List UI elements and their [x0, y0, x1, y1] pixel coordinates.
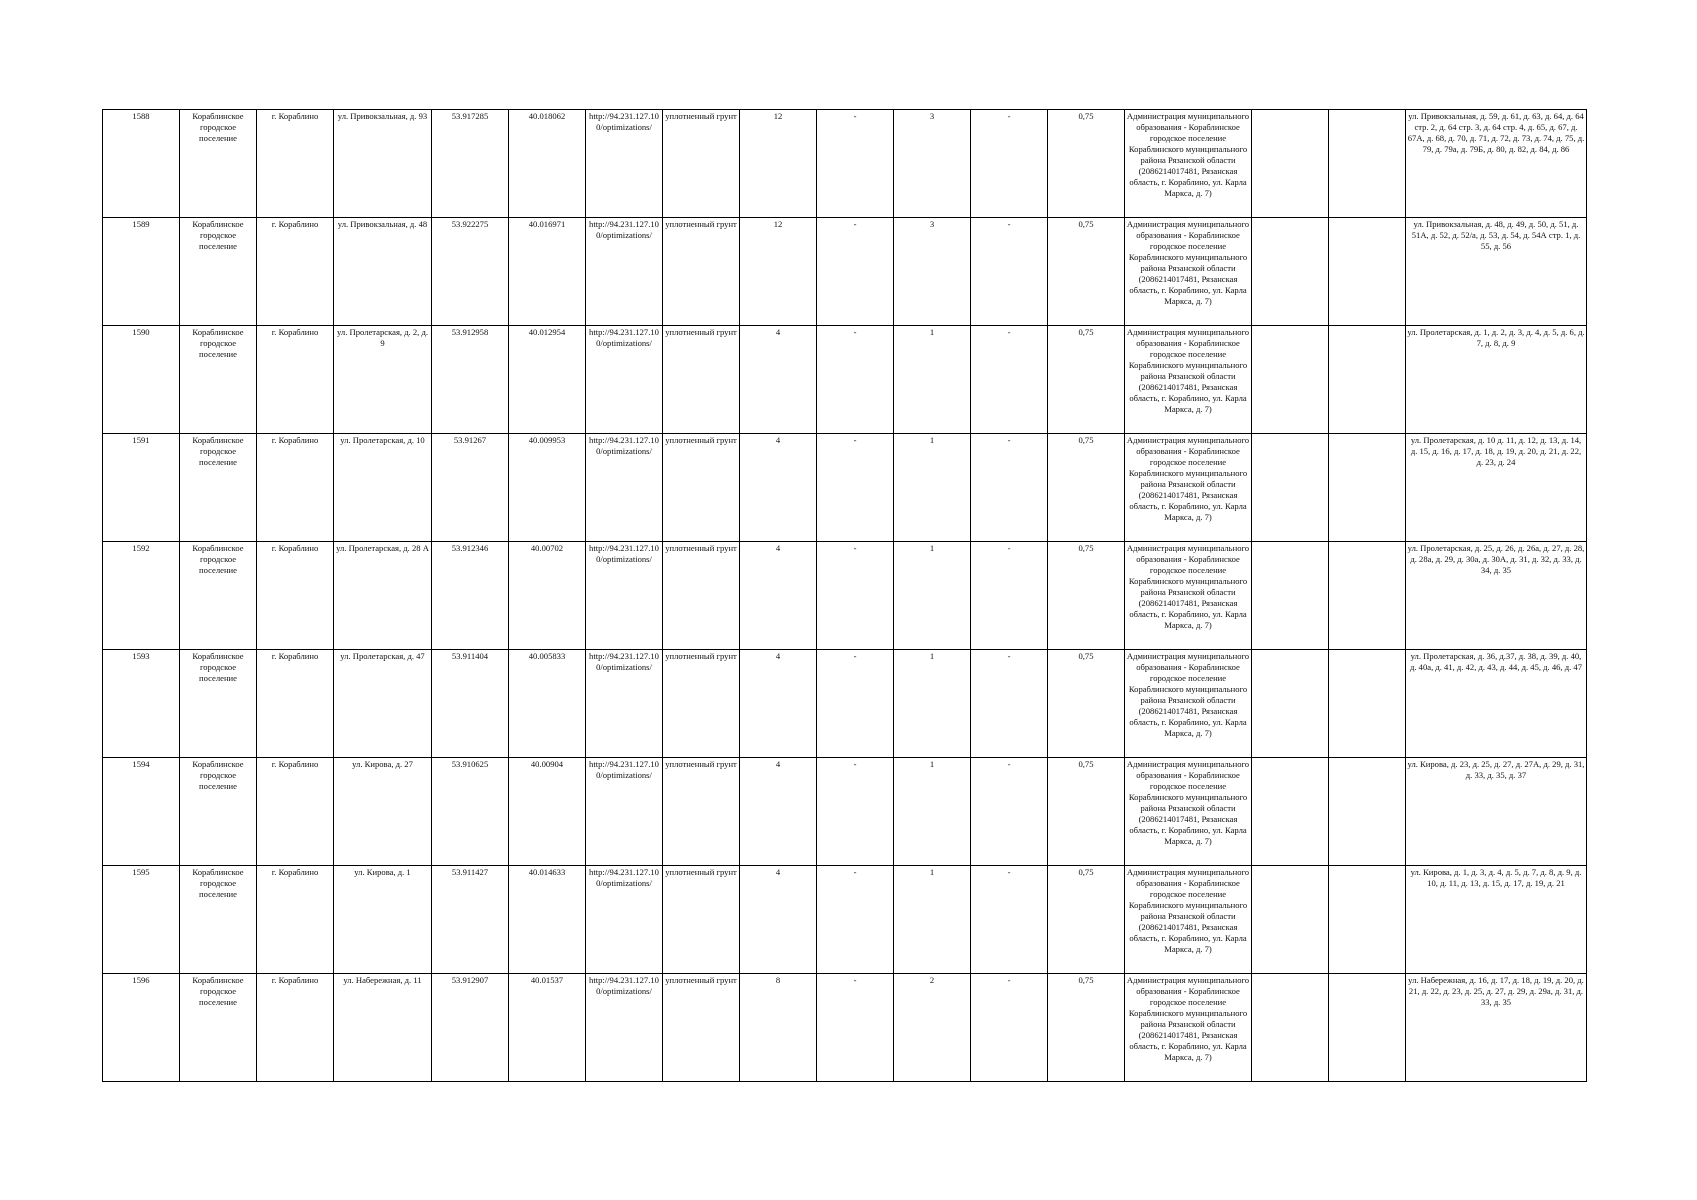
address-cell: ул. Пролетарская, д. 2, д. 9 — [334, 326, 432, 434]
surface-type-cell: уплотненный грунт — [663, 110, 740, 218]
map-link-cell: http://94.231.127.10 0/optimizations/ — [586, 434, 663, 542]
address-cell: ул. Пролетарская, д. 28 А — [334, 542, 432, 650]
registry-table — [102, 109, 1587, 1082]
empty-cell — [1329, 866, 1406, 974]
empty-cell — [1329, 218, 1406, 326]
empty-cell — [1252, 434, 1329, 542]
area-cell: 4 — [740, 434, 817, 542]
surface-type-cell: уплотненный грунт — [663, 974, 740, 1082]
city-cell: г. Кораблино — [257, 434, 334, 542]
container-volume-cell: 0,75 — [1048, 866, 1125, 974]
container-count-cell: 1 — [894, 758, 971, 866]
latitude-cell: 53.91267 — [432, 434, 509, 542]
container-volume-cell: 0,75 — [1048, 434, 1125, 542]
empty-cell — [1329, 326, 1406, 434]
planned-container-count-cell: - — [971, 650, 1048, 758]
container-count-cell: 1 — [894, 866, 971, 974]
address-cell: ул. Пролетарская, д. 47 — [334, 650, 432, 758]
owner-cell: Администрация муниципального образования - Кораблинское городское поселение Кораблинского муниципального района Рязанской области (2086214017481, Рязанская область, г. Кораблино, ул. Карла Маркса, д. 7) — [1125, 110, 1252, 218]
owner-cell: Администрация муниципального образования - Кораблинское городское поселение Кораблинского муниципального района Рязанской области (2086214017481, Рязанская область, г. Кораблино, ул. Карла Маркса, д. 7) — [1125, 218, 1252, 326]
container-count-cell: 1 — [894, 650, 971, 758]
area-cell: 4 — [740, 650, 817, 758]
area-cell: 4 — [740, 326, 817, 434]
row-number-cell: 1593 — [103, 650, 180, 758]
container-volume-cell: 0,75 — [1048, 110, 1125, 218]
longitude-cell: 40.00702 — [509, 542, 586, 650]
settlement-cell: Кораблинское городское поселение — [180, 110, 257, 218]
waste-sources-cell: ул. Пролетарская, д. 10 д. 11, д. 12, д. 13, д. 14, д. 15, д. 16, д. 17, д. 18, д. 19, д. 20, д. 21, д. 22, д. 23, д. 24 — [1406, 434, 1587, 542]
planned-area-cell: - — [817, 326, 894, 434]
empty-cell — [1329, 542, 1406, 650]
map-link-cell: http://94.231.127.10 0/optimizations/ — [586, 650, 663, 758]
area-cell: 4 — [740, 866, 817, 974]
city-cell: г. Кораблино — [257, 650, 334, 758]
surface-type-cell: уплотненный грунт — [663, 434, 740, 542]
latitude-cell: 53.911404 — [432, 650, 509, 758]
container-count-cell: 1 — [894, 434, 971, 542]
latitude-cell: 53.912958 — [432, 326, 509, 434]
row-number-cell: 1590 — [103, 326, 180, 434]
city-cell: г. Кораблино — [257, 110, 334, 218]
planned-container-count-cell: - — [971, 218, 1048, 326]
longitude-cell: 40.009953 — [509, 434, 586, 542]
latitude-cell: 53.917285 — [432, 110, 509, 218]
waste-sources-cell: ул. Пролетарская, д. 25, д. 26, д. 26а, д. 27, д. 28, д. 28а, д. 29, д. 30а, д. 30А, д. 31, д. 32, д. 33, д. 34, д. 35 — [1406, 542, 1587, 650]
table-row — [103, 110, 1587, 218]
planned-area-cell: - — [817, 110, 894, 218]
row-number-cell: 1589 — [103, 218, 180, 326]
table-row — [103, 974, 1587, 1082]
latitude-cell: 53.911427 — [432, 866, 509, 974]
container-count-cell: 3 — [894, 218, 971, 326]
empty-cell — [1252, 218, 1329, 326]
empty-cell — [1252, 542, 1329, 650]
map-link-cell: http://94.231.127.10 0/optimizations/ — [586, 542, 663, 650]
empty-cell — [1252, 866, 1329, 974]
settlement-cell: Кораблинское городское поселение — [180, 758, 257, 866]
longitude-cell: 40.00904 — [509, 758, 586, 866]
map-link-cell: http://94.231.127.10 0/optimizations/ — [586, 218, 663, 326]
waste-sources-cell: ул. Пролетарская, д. 36, д.37, д. 38, д. 39, д. 40, д. 40а, д. 41, д. 42, д. 43, д. 44, д. 45, д. 46, д. 47 — [1406, 650, 1587, 758]
waste-sources-cell: ул. Набережная, д. 16, д. 17, д. 18, д. 19, д. 20, д. 21, д. 22, д. 23, д. 25, д. 27, д. 29, д. 29а, д. 31, д. 33, д. 35 — [1406, 974, 1587, 1082]
waste-sources-cell: ул. Кирова, д. 1, д. 3, д. 4, д. 5, д. 7, д. 8, д. 9, д. 10, д. 11, д. 13, д. 15, д. 17, д. 19, д. 21 — [1406, 866, 1587, 974]
owner-cell: Администрация муниципального образования - Кораблинское городское поселение Кораблинского муниципального района Рязанской области (2086214017481, Рязанская область, г. Кораблино, ул. Карла Маркса, д. 7) — [1125, 758, 1252, 866]
longitude-cell: 40.016971 — [509, 218, 586, 326]
latitude-cell: 53.922275 — [432, 218, 509, 326]
settlement-cell: Кораблинское городское поселение — [180, 326, 257, 434]
city-cell: г. Кораблино — [257, 974, 334, 1082]
planned-container-count-cell: - — [971, 326, 1048, 434]
empty-cell — [1252, 758, 1329, 866]
empty-cell — [1329, 650, 1406, 758]
container-volume-cell: 0,75 — [1048, 542, 1125, 650]
container-count-cell: 1 — [894, 326, 971, 434]
surface-type-cell: уплотненный грунт — [663, 866, 740, 974]
city-cell: г. Кораблино — [257, 758, 334, 866]
table-row — [103, 758, 1587, 866]
row-number-cell: 1592 — [103, 542, 180, 650]
owner-cell: Администрация муниципального образования - Кораблинское городское поселение Кораблинского муниципального района Рязанской области (2086214017481, Рязанская область, г. Кораблино, ул. Карла Маркса, д. 7) — [1125, 434, 1252, 542]
empty-cell — [1329, 110, 1406, 218]
owner-cell: Администрация муниципального образования - Кораблинское городское поселение Кораблинского муниципального района Рязанской области (2086214017481, Рязанская область, г. Кораблино, ул. Карла Маркса, д. 7) — [1125, 974, 1252, 1082]
map-link-cell: http://94.231.127.10 0/optimizations/ — [586, 758, 663, 866]
city-cell: г. Кораблино — [257, 326, 334, 434]
planned-area-cell: - — [817, 866, 894, 974]
waste-sources-cell: ул. Пролетарская, д. 1, д. 2, д. 3, д. 4, д. 5, д. 6, д. 7, д. 8, д. 9 — [1406, 326, 1587, 434]
table-row — [103, 650, 1587, 758]
settlement-cell: Кораблинское городское поселение — [180, 434, 257, 542]
owner-cell: Администрация муниципального образования - Кораблинское городское поселение Кораблинского муниципального района Рязанской области (2086214017481, Рязанская область, г. Кораблино, ул. Карла Маркса, д. 7) — [1125, 650, 1252, 758]
area-cell: 4 — [740, 542, 817, 650]
longitude-cell: 40.014633 — [509, 866, 586, 974]
address-cell: ул. Привокзальная, д. 93 — [334, 110, 432, 218]
row-number-cell: 1594 — [103, 758, 180, 866]
planned-area-cell: - — [817, 218, 894, 326]
city-cell: г. Кораблино — [257, 866, 334, 974]
longitude-cell: 40.01537 — [509, 974, 586, 1082]
planned-container-count-cell: - — [971, 110, 1048, 218]
planned-container-count-cell: - — [971, 866, 1048, 974]
latitude-cell: 53.912346 — [432, 542, 509, 650]
planned-area-cell: - — [817, 542, 894, 650]
address-cell: ул. Кирова, д. 27 — [334, 758, 432, 866]
planned-container-count-cell: - — [971, 758, 1048, 866]
owner-cell: Администрация муниципального образования - Кораблинское городское поселение Кораблинского муниципального района Рязанской области (2086214017481, Рязанская область, г. Кораблино, ул. Карла Маркса, д. 7) — [1125, 542, 1252, 650]
owner-cell: Администрация муниципального образования - Кораблинское городское поселение Кораблинского муниципального района Рязанской области (2086214017481, Рязанская область, г. Кораблино, ул. Карла Маркса, д. 7) — [1125, 326, 1252, 434]
container-volume-cell: 0,75 — [1048, 326, 1125, 434]
table-row — [103, 866, 1587, 974]
table-row — [103, 542, 1587, 650]
map-link-cell: http://94.231.127.10 0/optimizations/ — [586, 326, 663, 434]
container-count-cell: 1 — [894, 542, 971, 650]
longitude-cell: 40.012954 — [509, 326, 586, 434]
container-volume-cell: 0,75 — [1048, 974, 1125, 1082]
area-cell: 8 — [740, 974, 817, 1082]
map-link-cell: http://94.231.127.10 0/optimizations/ — [586, 974, 663, 1082]
settlement-cell: Кораблинское городское поселение — [180, 542, 257, 650]
longitude-cell: 40.005833 — [509, 650, 586, 758]
container-count-cell: 3 — [894, 110, 971, 218]
row-number-cell: 1588 — [103, 110, 180, 218]
address-cell: ул. Пролетарская, д. 10 — [334, 434, 432, 542]
settlement-cell: Кораблинское городское поселение — [180, 974, 257, 1082]
empty-cell — [1329, 434, 1406, 542]
map-link-cell: http://94.231.127.10 0/optimizations/ — [586, 110, 663, 218]
table-row — [103, 434, 1587, 542]
empty-cell — [1252, 974, 1329, 1082]
settlement-cell: Кораблинское городское поселение — [180, 866, 257, 974]
city-cell: г. Кораблино — [257, 218, 334, 326]
waste-sources-cell: ул. Привокзальная, д. 59, д. 61, д. 63, д. 64, д. 64 стр. 2, д. 64 стр. 3, д. 64 стр. 4, д. 65, д. 67, д. 67А, д. 68, д. 70, д. 71, д. 72, д. 73, д. 74, д. 75, д. 79, д. 79а, д. 79Б, д. 80, д. 82, д. 84, д. 86 — [1406, 110, 1587, 218]
empty-cell — [1252, 326, 1329, 434]
address-cell: ул. Набережная, д. 11 — [334, 974, 432, 1082]
waste-sources-cell: ул. Привокзальная, д. 48, д. 49, д. 50, д. 51, д. 51А, д. 52, д. 52/а, д. 53, д. 54, д. 54А стр. 1, д. 55, д. 56 — [1406, 218, 1587, 326]
empty-cell — [1329, 758, 1406, 866]
planned-area-cell: - — [817, 434, 894, 542]
surface-type-cell: уплотненный грунт — [663, 218, 740, 326]
planned-container-count-cell: - — [971, 974, 1048, 1082]
row-number-cell: 1595 — [103, 866, 180, 974]
city-cell: г. Кораблино — [257, 542, 334, 650]
latitude-cell: 53.912907 — [432, 974, 509, 1082]
table-body — [103, 110, 1587, 1082]
table-row — [103, 218, 1587, 326]
surface-type-cell: уплотненный грунт — [663, 758, 740, 866]
address-cell: ул. Кирова, д. 1 — [334, 866, 432, 974]
waste-sources-cell: ул. Кирова, д. 23, д. 25, д. 27, д. 27А, д. 29, д. 31, д. 33, д. 35, д. 37 — [1406, 758, 1587, 866]
owner-cell: Администрация муниципального образования - Кораблинское городское поселение Кораблинского муниципального района Рязанской области (2086214017481, Рязанская область, г. Кораблино, ул. Карла Маркса, д. 7) — [1125, 866, 1252, 974]
planned-area-cell: - — [817, 758, 894, 866]
empty-cell — [1329, 974, 1406, 1082]
planned-container-count-cell: - — [971, 542, 1048, 650]
surface-type-cell: уплотненный грунт — [663, 326, 740, 434]
surface-type-cell: уплотненный грунт — [663, 650, 740, 758]
area-cell: 12 — [740, 218, 817, 326]
latitude-cell: 53.910625 — [432, 758, 509, 866]
container-volume-cell: 0,75 — [1048, 218, 1125, 326]
table-row — [103, 326, 1587, 434]
planned-area-cell: - — [817, 650, 894, 758]
row-number-cell: 1591 — [103, 434, 180, 542]
settlement-cell: Кораблинское городское поселение — [180, 218, 257, 326]
planned-area-cell: - — [817, 974, 894, 1082]
settlement-cell: Кораблинское городское поселение — [180, 650, 257, 758]
container-volume-cell: 0,75 — [1048, 758, 1125, 866]
planned-container-count-cell: - — [971, 434, 1048, 542]
area-cell: 4 — [740, 758, 817, 866]
container-count-cell: 2 — [894, 974, 971, 1082]
empty-cell — [1252, 650, 1329, 758]
area-cell: 12 — [740, 110, 817, 218]
row-number-cell: 1596 — [103, 974, 180, 1082]
address-cell: ул. Привокзальная, д. 48 — [334, 218, 432, 326]
map-link-cell: http://94.231.127.10 0/optimizations/ — [586, 866, 663, 974]
longitude-cell: 40.018062 — [509, 110, 586, 218]
empty-cell — [1252, 110, 1329, 218]
surface-type-cell: уплотненный грунт — [663, 542, 740, 650]
container-volume-cell: 0,75 — [1048, 650, 1125, 758]
